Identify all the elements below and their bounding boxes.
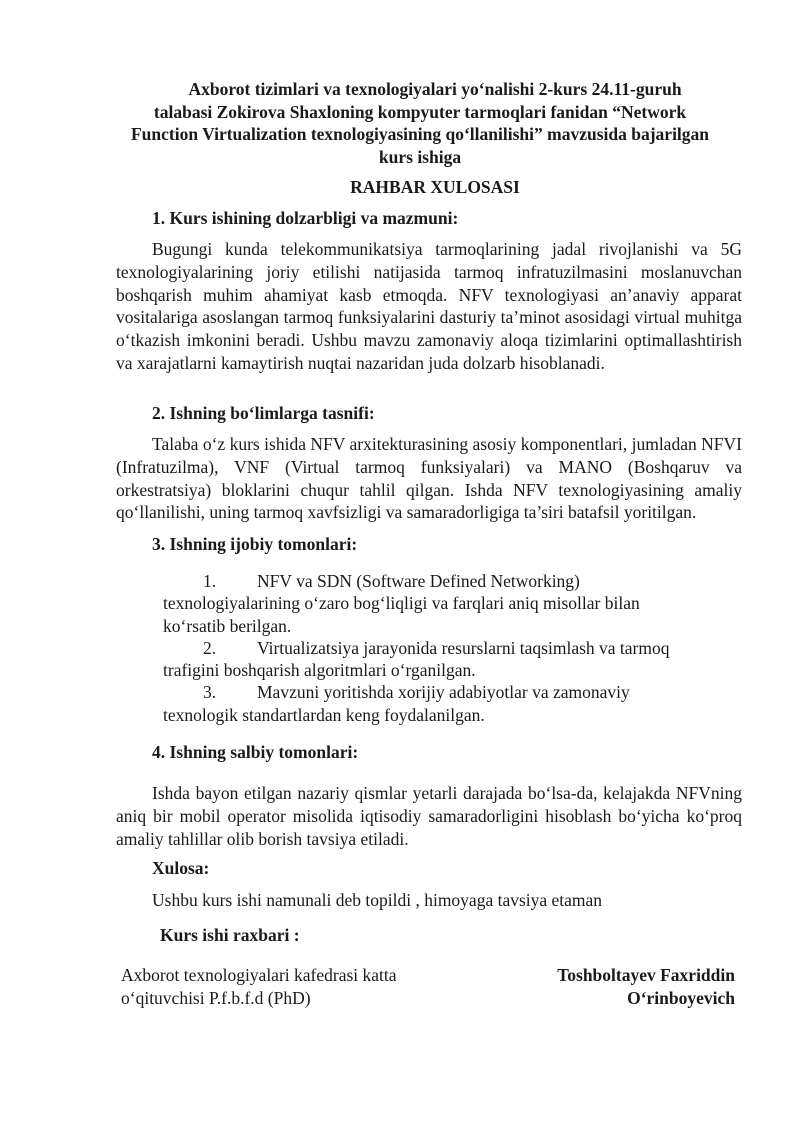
- paragraph-text: Bugungi kunda telekommunikatsiya tarmoqlarining jadal rivojlanishi va 5G texnologiyalarining joriy etilishi natijasida tarmoq infratuzilmasini moslanuvchan boshqarish muhim ahamiyat kasb etmoqda. NFV texnologiyasi an’anaviy apparat vositalariga asoslangan tarmoq funksiyalarini dasturiy ta’minot asosidagi virtual muhitga o‘tkazish imkonini beradi. Ushbu mavzu zamonaviy aloqa tizimlarini optimallashtirish va xarajatlarni kamaytirish nuqtai nazaridan juda dolzarb hisoblanadi.: [116, 239, 742, 373]
- list-item-text: Mavzuni yoritishda xorijiy adabiyotlar va zamonaviy: [257, 682, 630, 703]
- conclusion-heading: Xulosa:: [152, 858, 210, 878]
- list-item: [163, 570, 723, 637]
- document-title: [100, 78, 740, 168]
- list-item-text: texnologiyalarining o‘zaro bog‘liqligi va farqlari aniq misollar bilan: [163, 593, 640, 614]
- section-text-structure: [116, 433, 742, 524]
- supervisor-heading: Kurs ishi raxbari :: [160, 925, 300, 945]
- document-subtitle: RAHBAR XULOSASI: [350, 177, 520, 197]
- section-heading-negatives: 4. Ishning salbiy tomonlari:: [152, 742, 359, 762]
- supervisor-name: [475, 964, 735, 1010]
- title-line: kurs ishiga: [378, 146, 462, 167]
- supervisor-position-line: o‘qituvchisi P.f.b.f.d (PhD): [121, 988, 311, 1008]
- supervisor-position-line: Axborot texnologiyalari kafedrasi katta: [121, 965, 397, 985]
- positives-list: [163, 570, 723, 726]
- list-item-text: ko‘rsatib berilgan.: [163, 615, 292, 636]
- paragraph-text: Talaba o‘z kurs ishida NFV arxitekturasining asosiy komponentlari, jumladan NFVI (Infratuzilma), VNF (Virtual tarmoq funksiyalari) va MANO (Boshqaruv va orkestratsiya) bloklarini chuqur tahlil qilgan. Ishda NFV texnologiyasining amaliy qo‘llanilishi, uning tarmoq xavfsizligi va samaradorligiga ta’siri batafsil yoritilgan.: [116, 434, 742, 523]
- supervisor-name-line: Toshboltayev Faxriddin: [557, 965, 735, 985]
- section-text-relevance: [116, 238, 742, 375]
- paragraph-text: Ishda bayon etilgan nazariy qismlar yetarli darajada bo‘lsa-da, kelajakda NFVning aniq bir mobil operator misolida iqtisodiy samaradorligini hisoblash bo‘yicha ko‘proq amaliy tahlillar olib borish tavsiya etiladi.: [116, 783, 742, 849]
- supervisor-name-line: O‘rinboyevich: [627, 988, 735, 1008]
- title-line: talabasi Zokirova Shaxloning kompyuter tarmoqlari fanidan “Network: [153, 101, 687, 122]
- section-heading-structure: 2. Ishning bo‘limlarga tasnifi:: [152, 403, 375, 423]
- list-item: [163, 681, 723, 726]
- list-item-text: texnologik standartlardan keng foydalanilgan.: [163, 704, 485, 725]
- list-item-text: trafigini boshqarish algoritmlari o‘rganilgan.: [163, 660, 476, 681]
- section-heading-positives: 3. Ishning ijobiy tomonlari:: [152, 534, 358, 554]
- section-heading-relevance: 1. Kurs ishining dolzarbligi va mazmuni:: [152, 208, 459, 228]
- list-item-text: Virtualizatsiya jarayonida resurslarni taqsimlash va tarmoq: [257, 637, 670, 658]
- conclusion-text: Ushbu kurs ishi namunali deb topildi , himoyaga tavsiya etaman: [152, 890, 603, 910]
- title-line: Axborot tizimlari va texnologiyalari yo‘nalishi 2-kurs 24.11-guruh: [188, 79, 682, 99]
- list-item-text: NFV va SDN (Software Defined Networking): [257, 571, 580, 591]
- supervisor-position: [121, 964, 451, 1010]
- list-item-number: 3.: [203, 682, 217, 703]
- list-item-number: 1.: [203, 571, 217, 591]
- list-item-number: 2.: [203, 637, 217, 658]
- title-line: Function Virtualization texnologiyasining qo‘llanilishi” mavzusida bajarilgan: [130, 124, 710, 144]
- section-text-negatives: [116, 782, 742, 850]
- list-item: [163, 637, 723, 682]
